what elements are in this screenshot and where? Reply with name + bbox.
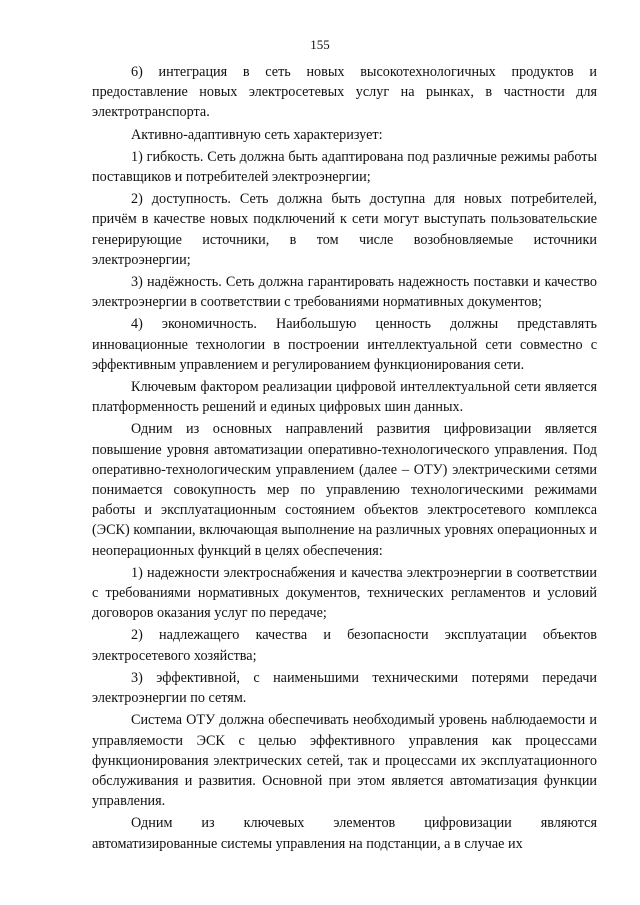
paragraph-otu-definition: Одним из основных направлений развития цифровизации является повышение уровня автоматизации оперативно-технологического управления. Под оперативно-технологическим управлением (далее – ОТУ) электрическими сетями понимается совокупность мер по управлению технологическими режимами работы и эксплуатационным состоянием объектов электросетевого комплекса (ЭСК) компании, включающая выполнение на различных уровнях операционных и неоперационных функций в целях обеспечения: (92, 421, 597, 559)
paragraph-automated-systems: Одним из ключевых элементов цифровизации являются автоматизированные системы управления на подстанции, а в случае их (92, 815, 597, 852)
paragraph-efficient-transmission: 3) эффективной, с наименьшими техническими потерями передачи электроэнергии по сетям. (92, 669, 597, 707)
paragraph-otu-system: Система ОТУ должна обеспечивать необходимый уровень наблюдаемости и управляемости ЭСК с целью эффективного управления как процессами функционирования электрических сетей, так и процессами их эксплуатационного обслуживания и развития. Основной при этом является автоматизация функции управления. (92, 712, 597, 810)
paragraph-flexibility: 1) гибкость. Сеть должна быть адаптирована под различные режимы работы поставщиков и потребителей электроэнергии; (92, 148, 597, 186)
paragraph-integration: 6) интеграция в сеть новых высокотехнологичных продуктов и предоставление новых электросетевых услуг на рынках, в частности для электротранспорта. (92, 64, 597, 121)
paragraph-operation-quality: 2) надлежащего качества и безопасности эксплуатации объектов электросетевого хозяйства; (92, 627, 597, 664)
paragraph-characteristics-intro: Активно-адаптивную сеть характеризует: (131, 126, 383, 143)
paragraph-economy: 4) экономичность. Наибольшую ценность должны представлять инновационные технологии в построении интеллектуальной сети совместно с эффективным управлением и регулированием функционирования сети. (92, 316, 597, 373)
page-number: 155 (310, 37, 330, 52)
paragraph-availability: 2) доступность. Сеть должна быть доступна для новых потребителей, причём в качестве новых подключений к сети могут выступать пользовательские генерирующие источники, в том числе возобновляемые источники электроэнергии; (92, 191, 597, 268)
paragraph-reliability: 3) надёжность. Сеть должна гарантировать надежность поставки и качество электроэнергии в соответствии с требованиями нормативных документов; (92, 274, 597, 311)
paragraph-key-factor: Ключевым фактором реализации цифровой интеллектуальной сети является платформенность решений и единых цифровых шин данных. (92, 379, 597, 416)
paragraph-supply-reliability: 1) надежности электроснабжения и качества электроэнергии в соответствии с требованиями нормативных документов, технических регламентов и условий договоров оказания услуг по передаче; (92, 564, 597, 622)
document-body (92, 62, 597, 856)
